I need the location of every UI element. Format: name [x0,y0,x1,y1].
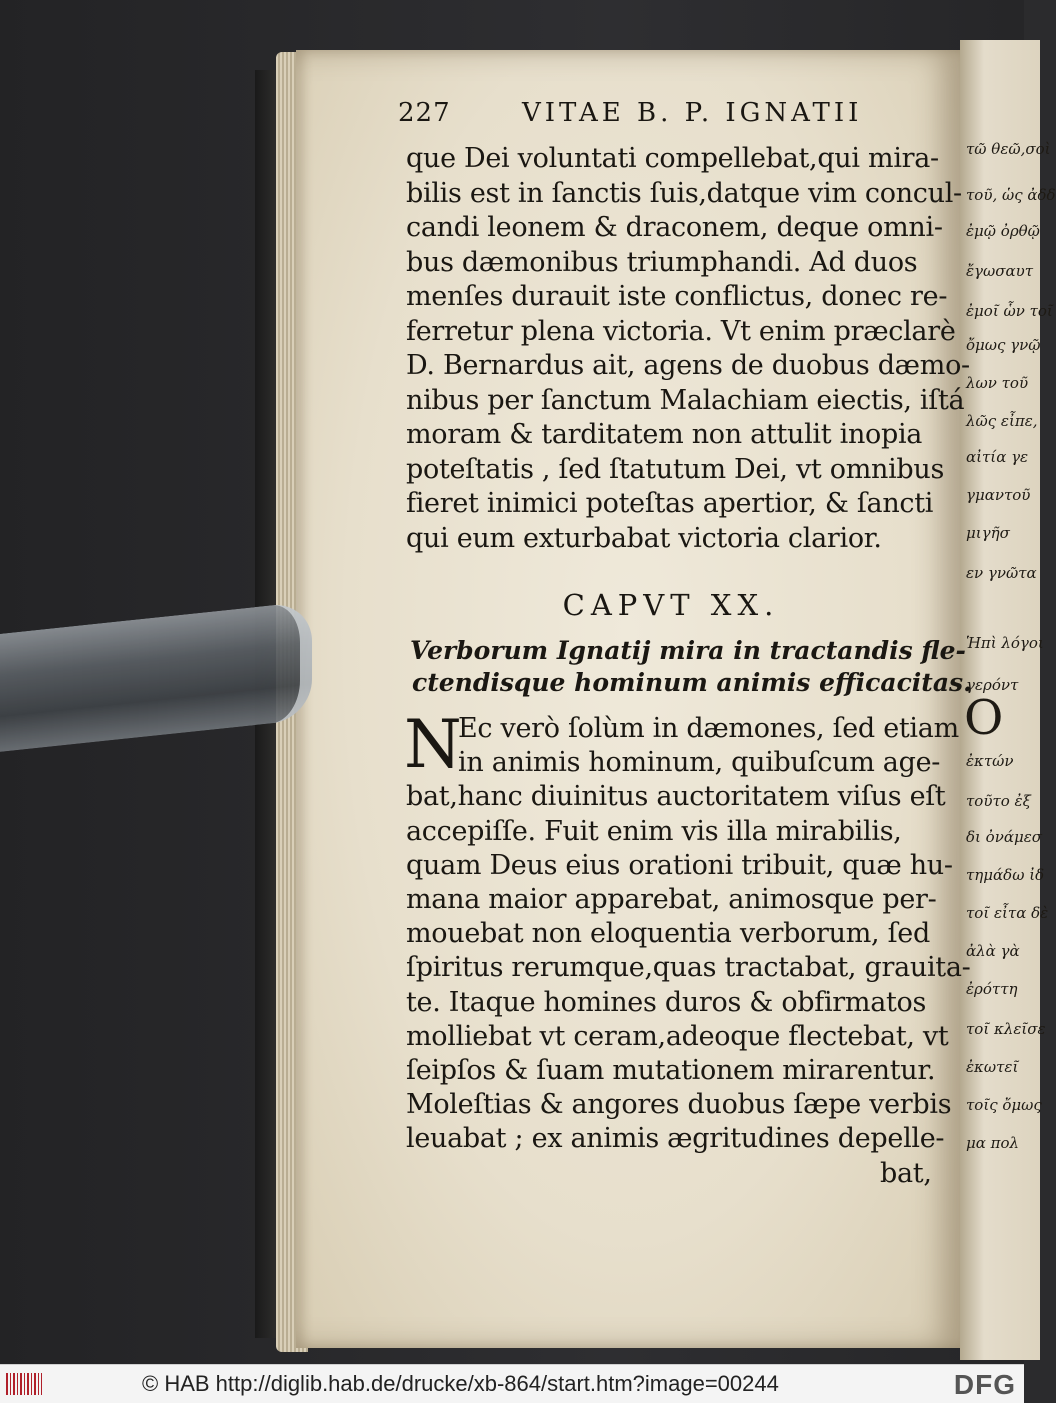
facing-text-fragment: δι ὀνάμεσ [966,828,1042,846]
text-line: menſes durauit iste conflictus, donec re- [406,281,948,312]
dfg-logo: DFG [953,1369,1016,1400]
text-line: leuabat ; ex animis ægritudines depelle- [406,1123,945,1155]
text-line: D. Bernardus ait, agens de duobus dæmo- [406,350,970,381]
text-line: que Dei voluntati compellebat,qui mira- [406,143,939,174]
facing-text-fragment: ἐκωτεῖ [966,1058,1019,1076]
text-line: accepiſſe. Fuit enim vis illa mirabilis, [406,815,902,847]
facing-page [960,40,1056,1360]
text-line: fieret inimici poteſtas apertior, & ſancti [406,488,934,519]
page-header [398,98,938,138]
hab-logo-icon [6,1373,42,1395]
running-title: VITAE B. P. IGNATII [522,98,863,128]
facing-text-fragment: τοῦ, ὡς ἀδδ [966,186,1056,204]
text-line: ſeipſos & ſuam mutationem mirarentur. [406,1055,936,1086]
text-line: bat,hanc diuinitus auctoritatem viſus eſt [406,781,946,813]
facing-text-fragment: γμαντοῦ [966,486,1031,504]
facing-text-fragment: τοῖς ὄμως [966,1096,1042,1114]
text-line: in animis hominum, quibuſcum age- [458,747,941,779]
facing-text-fragment: τῶ θεῶ,σοὶ [966,140,1051,158]
facing-text-fragment: εν γνῶτα [966,564,1037,582]
facing-text-fragment: μιγῆσ [966,524,1010,542]
facing-text-fragment: λων τοῦ [966,374,1029,392]
facing-text-fragment: τοῖ κλεῖσε [966,1020,1046,1038]
text-line: te. Itaque homines duros & obfirmatos [406,986,927,1018]
facing-text-fragment: τημάδω ἰδ [966,866,1045,884]
page-number: 227 [398,98,451,128]
text-line: molliebat vt ceram,adeoque flectebat, vt [406,1020,949,1052]
facing-text-fragment: Ἡπὶ λόγοι [966,634,1044,652]
facing-text-fragment: αἰτία γε [966,448,1029,466]
text-line: bat, [880,1157,932,1189]
text-line: mouebat non eloquentia verborum, ſed [406,918,930,950]
text-line: mana maior apparebat, animosque per- [406,884,937,915]
facing-text-fragment: ἐμοῖ ὧν τοῖ [966,302,1053,320]
text-line: bilis est in ſanctis ſuis,datque vim concul- [406,177,962,209]
facing-text-fragment: ἐκτών [966,752,1014,770]
drop-cap: N [404,706,462,783]
facing-text-fragment: ὄμως γνῷ [966,336,1041,354]
text-line: nibus per ſanctum Malachiam eiectis, iſtá [406,384,965,416]
text-line: bus dæmonibus triumphandi. Ad duos [406,246,918,278]
text-line: ferretur plena victoria. Vt enim præclarè [406,315,956,347]
facing-text-fragment: ἐρόττη [966,980,1018,998]
chapter-subtitle-line: ctendisque hominum animis efficacitas. [412,668,972,697]
facing-text-fragment: ἀλὰ γὰ [966,942,1020,960]
text-line: Ec verò ſolùm in dæmones, ſed etiam [458,713,959,744]
text-line: poteſtatis , ſed ſtatutum Dei, vt omnibus [406,453,945,485]
facing-text-fragment: ἔγωσαυτ [966,262,1034,280]
facing-text-fragment: τοῦτο ἐξ [966,792,1031,810]
text-line: candi leonem & draconem, deque omni- [406,212,943,243]
facing-text-fragment: μα πολ [966,1134,1020,1152]
facing-text-fragment: γερόντ [966,676,1019,694]
text-line: ſpiritus rerumque,quas tractabat, grauita- [406,952,971,984]
source-url[interactable]: © HAB http://diglib.hab.de/drucke/xb-864/start.htm?image=00244 [142,1371,779,1396]
text-line: moram & tarditatem non attulit inopia [406,419,923,450]
chapter-subtitle-line: Verborum Ignatij mira in tractandis fle- [410,636,966,665]
facing-drop-cap: O [964,690,1004,746]
text-line: quam Deus eius orationi tribuit, quæ hu- [406,849,953,881]
chapter-heading: CAPVT XX. [562,588,780,622]
viewer-footer [0,1364,1024,1403]
facing-text-fragment: τοῖ εἶτα δὲ [966,904,1049,922]
text-line: Moleſtias & angores duobus ſæpe verbis [406,1089,952,1121]
text-line: qui eum exturbabat victoria clarior. [406,522,882,554]
facing-text-fragment: ἐμῷ ὀρθῷ [966,222,1040,240]
facing-text-fragment: λῶς εἶπε, [966,412,1038,430]
